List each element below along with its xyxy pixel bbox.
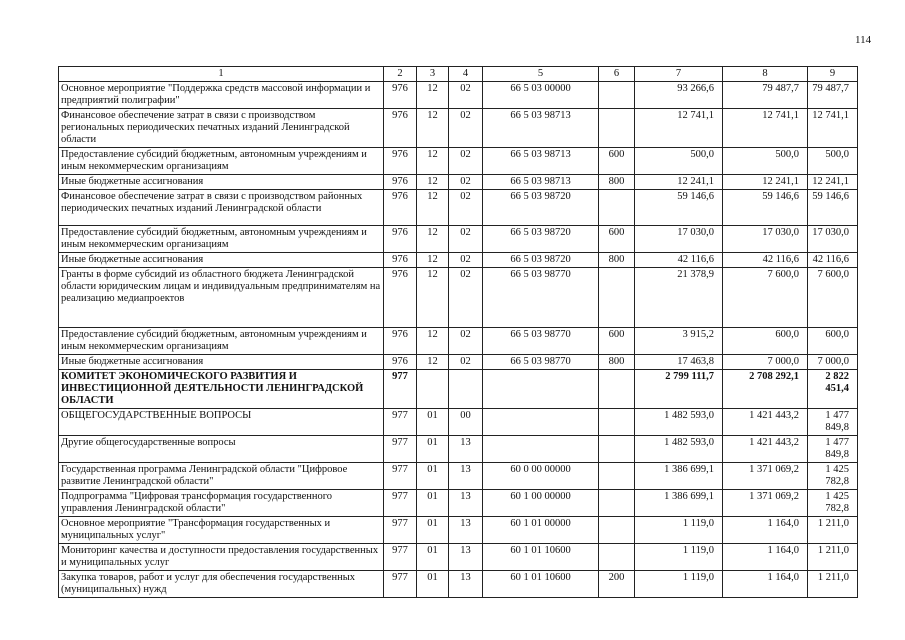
row-value-cell: 60 0 00 00000: [483, 463, 599, 490]
row-value-cell: 1 386 699,1: [635, 463, 723, 490]
row-name-cell: Закупка товаров, работ и услуг для обеспечения государственных (муниципальных) нужд: [59, 571, 384, 598]
row-value-cell: 1 211,0: [808, 517, 858, 544]
row-value-cell: 02: [449, 226, 483, 253]
row-value-cell: 66 5 03 98770: [483, 355, 599, 370]
row-value-cell: 800: [599, 355, 635, 370]
row-value-cell: 02: [449, 328, 483, 355]
row-value-cell: 600,0: [723, 328, 808, 355]
row-value-cell: 1 386 699,1: [635, 490, 723, 517]
row-value-cell: 976: [384, 253, 417, 268]
row-value-cell: 2 708 292,1: [723, 370, 808, 409]
row-name-cell: Основное мероприятие "Трансформация государственных и муниципальных услуг": [59, 517, 384, 544]
table-row: [59, 268, 858, 328]
row-value-cell: [599, 544, 635, 571]
row-value-cell: 1 371 069,2: [723, 490, 808, 517]
row-name-cell: Финансовое обеспечение затрат в связи с производством региональных периодических печатных изданий Ленинградской области: [59, 109, 384, 148]
row-value-cell: 1 482 593,0: [635, 436, 723, 463]
row-value-cell: 12 241,1: [635, 175, 723, 190]
row-value-cell: 2 822 451,4: [808, 370, 858, 409]
row-value-cell: 12: [417, 355, 449, 370]
row-value-cell: 800: [599, 253, 635, 268]
row-value-cell: 976: [384, 328, 417, 355]
row-value-cell: 02: [449, 268, 483, 328]
row-value-cell: [599, 490, 635, 517]
row-value-cell: 800: [599, 175, 635, 190]
row-value-cell: 600: [599, 328, 635, 355]
row-value-cell: 01: [417, 409, 449, 436]
row-value-cell: 12: [417, 175, 449, 190]
row-value-cell: 1 164,0: [723, 544, 808, 571]
row-value-cell: 01: [417, 517, 449, 544]
row-value-cell: 1 211,0: [808, 544, 858, 571]
row-value-cell: [483, 436, 599, 463]
table-row: [59, 370, 858, 409]
row-value-cell: 17 030,0: [723, 226, 808, 253]
row-value-cell: 42 116,6: [723, 253, 808, 268]
row-value-cell: 42 116,6: [808, 253, 858, 268]
row-value-cell: 12 241,1: [723, 175, 808, 190]
row-value-cell: 12 741,1: [635, 109, 723, 148]
row-value-cell: 60 1 00 00000: [483, 490, 599, 517]
row-name-cell: Подпрограмма "Цифровая трансформация государственного управления Ленинградской области": [59, 490, 384, 517]
column-header: 3: [417, 67, 449, 82]
row-value-cell: 1 477 849,8: [808, 436, 858, 463]
row-value-cell: 12 741,1: [723, 109, 808, 148]
column-header: 7: [635, 67, 723, 82]
row-value-cell: 66 5 03 98720: [483, 190, 599, 226]
row-name-cell: Государственная программа Ленинградской области "Цифровое развитие Ленинградской области": [59, 463, 384, 490]
page-number: 114: [855, 34, 872, 46]
row-value-cell: 1 119,0: [635, 544, 723, 571]
row-value-cell: 977: [384, 544, 417, 571]
row-value-cell: [449, 370, 483, 409]
row-value-cell: [599, 463, 635, 490]
row-value-cell: [599, 409, 635, 436]
row-value-cell: 01: [417, 436, 449, 463]
row-value-cell: 500,0: [723, 148, 808, 175]
row-value-cell: 13: [449, 463, 483, 490]
row-value-cell: [599, 268, 635, 328]
row-value-cell: 600: [599, 148, 635, 175]
table-row: [59, 463, 858, 490]
row-value-cell: 200: [599, 571, 635, 598]
row-value-cell: 01: [417, 544, 449, 571]
row-value-cell: 1 211,0: [808, 571, 858, 598]
row-value-cell: 00: [449, 409, 483, 436]
row-value-cell: 02: [449, 82, 483, 109]
row-value-cell: 17 030,0: [808, 226, 858, 253]
row-value-cell: 02: [449, 109, 483, 148]
row-value-cell: 977: [384, 436, 417, 463]
row-value-cell: 500,0: [635, 148, 723, 175]
row-value-cell: 21 378,9: [635, 268, 723, 328]
row-value-cell: 66 5 03 98720: [483, 253, 599, 268]
row-value-cell: 02: [449, 148, 483, 175]
row-name-cell: Финансовое обеспечение затрат в связи с производством районных периодических печатных изданий Ленинградской области: [59, 190, 384, 226]
row-value-cell: 1 421 443,2: [723, 436, 808, 463]
row-value-cell: 02: [449, 355, 483, 370]
row-value-cell: 79 487,7: [808, 82, 858, 109]
table-row: [59, 148, 858, 175]
row-name-cell: КОМИТЕТ ЭКОНОМИЧЕСКОГО РАЗВИТИЯ И ИНВЕСТИЦИОННОЙ ДЕЯТЕЛЬНОСТИ ЛЕНИНГРАДСКОЙ ОБЛАСТИ: [59, 370, 384, 409]
row-value-cell: 66 5 03 98720: [483, 226, 599, 253]
row-value-cell: 17 463,8: [635, 355, 723, 370]
row-value-cell: 02: [449, 190, 483, 226]
table-row: [59, 82, 858, 109]
row-value-cell: 1 371 069,2: [723, 463, 808, 490]
row-value-cell: 79 487,7: [723, 82, 808, 109]
row-name-cell: Другие общегосударственные вопросы: [59, 436, 384, 463]
row-value-cell: [483, 370, 599, 409]
row-value-cell: 42 116,6: [635, 253, 723, 268]
table-row: [59, 190, 858, 226]
row-value-cell: 7 000,0: [808, 355, 858, 370]
row-value-cell: 13: [449, 517, 483, 544]
column-header: 5: [483, 67, 599, 82]
row-value-cell: 13: [449, 571, 483, 598]
row-value-cell: 977: [384, 370, 417, 409]
row-value-cell: 12: [417, 148, 449, 175]
row-name-cell: Предоставление субсидий бюджетным, автономным учреждениям и иным некоммерческим организациям: [59, 226, 384, 253]
row-value-cell: 976: [384, 175, 417, 190]
row-value-cell: 12: [417, 190, 449, 226]
row-value-cell: 7 600,0: [723, 268, 808, 328]
row-value-cell: 13: [449, 544, 483, 571]
row-value-cell: [417, 370, 449, 409]
row-value-cell: 1 477 849,8: [808, 409, 858, 436]
row-value-cell: 977: [384, 490, 417, 517]
row-value-cell: 60 1 01 10600: [483, 571, 599, 598]
row-value-cell: 12: [417, 328, 449, 355]
row-value-cell: 13: [449, 436, 483, 463]
row-value-cell: 66 5 03 98770: [483, 268, 599, 328]
row-name-cell: Предоставление субсидий бюджетным, автономным учреждениям и иным некоммерческим организациям: [59, 328, 384, 355]
row-value-cell: [599, 109, 635, 148]
row-value-cell: 12: [417, 226, 449, 253]
row-value-cell: 976: [384, 82, 417, 109]
row-value-cell: 1 425 782,8: [808, 463, 858, 490]
column-header: 8: [723, 67, 808, 82]
row-value-cell: 976: [384, 190, 417, 226]
row-value-cell: 1 421 443,2: [723, 409, 808, 436]
row-value-cell: 60 1 01 10600: [483, 544, 599, 571]
table-row: [59, 436, 858, 463]
row-value-cell: 977: [384, 409, 417, 436]
column-header: 6: [599, 67, 635, 82]
row-value-cell: [599, 436, 635, 463]
row-value-cell: 60 1 01 00000: [483, 517, 599, 544]
row-value-cell: 01: [417, 571, 449, 598]
row-value-cell: 59 146,6: [808, 190, 858, 226]
table-row: [59, 175, 858, 190]
row-value-cell: [599, 370, 635, 409]
row-name-cell: Мониторинг качества и доступности предоставления государственных и муниципальных услуг: [59, 544, 384, 571]
row-value-cell: 02: [449, 175, 483, 190]
row-value-cell: 66 5 03 98770: [483, 328, 599, 355]
row-value-cell: 66 5 03 98713: [483, 109, 599, 148]
row-value-cell: 93 266,6: [635, 82, 723, 109]
budget-table: [58, 66, 858, 598]
row-value-cell: 12: [417, 253, 449, 268]
row-value-cell: [599, 517, 635, 544]
row-value-cell: 12 241,1: [808, 175, 858, 190]
row-value-cell: 7 600,0: [808, 268, 858, 328]
row-value-cell: 12 741,1: [808, 109, 858, 148]
table-row: [59, 355, 858, 370]
header-row: [59, 67, 858, 82]
row-value-cell: 66 5 03 00000: [483, 82, 599, 109]
column-header: 9: [808, 67, 858, 82]
row-value-cell: 3 915,2: [635, 328, 723, 355]
row-name-cell: Предоставление субсидий бюджетным, автономным учреждениям и иным некоммерческим организациям: [59, 148, 384, 175]
table-row: [59, 253, 858, 268]
column-header: 1: [59, 67, 384, 82]
row-value-cell: 1 425 782,8: [808, 490, 858, 517]
row-value-cell: 1 482 593,0: [635, 409, 723, 436]
row-value-cell: 59 146,6: [723, 190, 808, 226]
row-value-cell: 500,0: [808, 148, 858, 175]
row-value-cell: 12: [417, 268, 449, 328]
column-header: 2: [384, 67, 417, 82]
row-value-cell: 66 5 03 98713: [483, 175, 599, 190]
row-name-cell: Иные бюджетные ассигнования: [59, 253, 384, 268]
row-value-cell: 1 164,0: [723, 517, 808, 544]
row-name-cell: Иные бюджетные ассигнования: [59, 355, 384, 370]
row-value-cell: 976: [384, 226, 417, 253]
table-row: [59, 226, 858, 253]
row-value-cell: 2 799 111,7: [635, 370, 723, 409]
row-value-cell: 977: [384, 463, 417, 490]
row-name-cell: Основное мероприятие "Поддержка средств массовой информации и предприятий полиграфии": [59, 82, 384, 109]
table-row: [59, 328, 858, 355]
table-row: [59, 544, 858, 571]
row-name-cell: Гранты в форме субсидий из областного бюджета Ленинградской области юридическим лицам и индивидуальным предпринимателям на реализацию медиапроектов: [59, 268, 384, 328]
table-row: [59, 517, 858, 544]
row-value-cell: [599, 82, 635, 109]
table-row: [59, 109, 858, 148]
row-value-cell: 01: [417, 463, 449, 490]
row-value-cell: 600,0: [808, 328, 858, 355]
row-value-cell: 7 000,0: [723, 355, 808, 370]
row-value-cell: 02: [449, 253, 483, 268]
row-value-cell: 1 164,0: [723, 571, 808, 598]
table-row: [59, 490, 858, 517]
row-name-cell: ОБЩЕГОСУДАРСТВЕННЫЕ ВОПРОСЫ: [59, 409, 384, 436]
row-value-cell: 976: [384, 148, 417, 175]
row-value-cell: 1 119,0: [635, 571, 723, 598]
table-row: [59, 571, 858, 598]
row-name-cell: Иные бюджетные ассигнования: [59, 175, 384, 190]
row-value-cell: 977: [384, 517, 417, 544]
row-value-cell: 1 119,0: [635, 517, 723, 544]
row-value-cell: 12: [417, 109, 449, 148]
row-value-cell: 13: [449, 490, 483, 517]
row-value-cell: 976: [384, 109, 417, 148]
row-value-cell: 66 5 03 98713: [483, 148, 599, 175]
table-row: [59, 409, 858, 436]
row-value-cell: 976: [384, 355, 417, 370]
row-value-cell: [599, 190, 635, 226]
row-value-cell: 600: [599, 226, 635, 253]
row-value-cell: 977: [384, 571, 417, 598]
row-value-cell: 12: [417, 82, 449, 109]
row-value-cell: 17 030,0: [635, 226, 723, 253]
column-header: 4: [449, 67, 483, 82]
row-value-cell: [483, 409, 599, 436]
row-value-cell: 976: [384, 268, 417, 328]
row-value-cell: 01: [417, 490, 449, 517]
row-value-cell: 59 146,6: [635, 190, 723, 226]
